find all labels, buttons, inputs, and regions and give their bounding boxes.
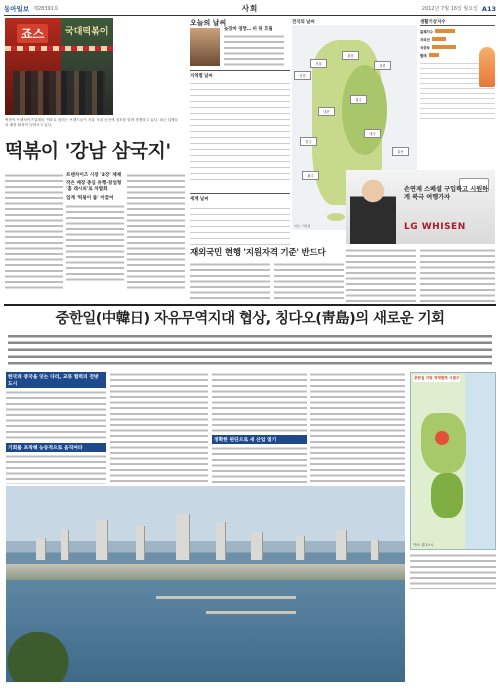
page-number: A13 [481, 4, 496, 13]
city-label: 대구 [364, 129, 381, 138]
lead-headline: 떡볶이 '강남 삼국지' [5, 140, 171, 162]
qingdao-bay-photo [6, 486, 405, 682]
feature-column-4 [310, 372, 405, 482]
right-column-1 [346, 248, 416, 302]
living-weather-sidebar [420, 19, 495, 167]
index-item: 식중독 [420, 44, 495, 50]
economic-zone-map [410, 372, 496, 550]
world-weather-label: 세계 날씨 [190, 197, 209, 202]
pilot-zone-marker [435, 431, 449, 445]
weather-title: 오늘의 날씨 [190, 19, 227, 27]
thermometer-icon [479, 47, 495, 87]
weather-map-source: 자료: 기상청 [294, 224, 311, 228]
city-label: 울산 [392, 147, 409, 156]
lead-column-3 [127, 173, 185, 291]
lead-column-1 [5, 173, 63, 291]
weather-headline: 늦장마 영향… 비 뒤 흐림 [224, 27, 273, 32]
issue-number: 제28391호 [33, 6, 59, 12]
shop-sign-2: 국대떡볶이 [65, 27, 109, 37]
ad-model-image [350, 176, 396, 244]
section-divider [4, 304, 496, 306]
city-label: 광주 [302, 171, 319, 180]
right-column-2 [420, 248, 495, 302]
city-label: 서울 [310, 59, 327, 68]
newspaper-logo: 동아일보 [4, 5, 30, 13]
feature-column-1b [6, 443, 106, 483]
feature-section-head-1: 한국과 중국을 잇는 다리, 교류 협력의 전방 도시 [6, 372, 106, 388]
regional-weather-label: 지역별 날씨 [190, 74, 213, 79]
lead-subhead-1: 프랜차이즈 시장 '3강' 체제 [66, 173, 122, 178]
feature-lead [8, 333, 492, 367]
feature-section-head-2: 기회를 포착해 능동적으로 움직여라 [6, 443, 106, 452]
city-label: 인천 [294, 71, 311, 80]
map-source: 자료: 칭다오시 [413, 543, 434, 547]
index-item: 빨래 [420, 52, 495, 58]
advertisement[interactable] [346, 170, 495, 244]
city-label: 청주 [350, 95, 367, 104]
feature-column-1 [6, 372, 106, 442]
publication-date: 2012년 7월 16일 월요일 [421, 6, 478, 12]
weather-body [224, 34, 284, 66]
masthead [4, 3, 496, 14]
map-legend: 중한일 지방 경제협력 시범구 [414, 376, 460, 380]
section-title: 사회 [241, 4, 259, 13]
index-item: 자외선 [420, 36, 495, 42]
city-label: 전주 [300, 137, 317, 146]
photo-caption: 떡볶이 프랜차이즈업계의 '빅3'로 꼽히는 브랜드들이 서울 시내 곳곳에 점포를 열며 경쟁하고 있다. 최근 업체들의 매장 확장이 잇따르고 있다. [5, 118, 179, 127]
lead-subhead-2: 작은 매장 중심 유행·창업형 '홈 레시피'로 차별화 [66, 181, 122, 193]
index-item: 불쾌지수 [420, 28, 495, 34]
ad-brand-logo: LG WHISEN [404, 222, 466, 232]
lead-subhead-3: 업계 '떡볶이 붐' 이끌어 [66, 195, 114, 201]
world-weather-table [190, 193, 290, 239]
regional-weather-table [190, 70, 290, 190]
city-label: 대전 [318, 107, 335, 116]
sidebar-title: 생활기상지수 [420, 19, 495, 26]
second-column-2 [274, 262, 344, 302]
storefront-photo [5, 18, 113, 115]
weather-column-photo [190, 28, 220, 66]
feature-headline: 중한일(中韓日) 자유무역지대 협상, 칭다오(靑島)의 새로운 기회 [55, 311, 445, 327]
feature-section-head-3: 정확한 판단으로 새 산업 열기 [212, 435, 307, 444]
masthead-rule [4, 15, 496, 16]
feature-column-3 [212, 372, 307, 482]
feature-column-2 [110, 372, 208, 482]
city-label: 강릉 [374, 61, 391, 70]
lead-column-2 [66, 173, 124, 291]
feature-column-5 [410, 553, 496, 593]
second-headline: 재외국민 현행 '지원자격 기준' 반드다 [190, 248, 326, 258]
weather-map-title: 전국의 날씨 [292, 20, 315, 25]
shop-sign-1: 죠스 [17, 24, 48, 43]
city-label: 춘천 [342, 51, 359, 60]
ad-copy: 손연재 스페셜 구입하고 시원하게 북극 여행가자 [404, 186, 489, 201]
second-column-1 [190, 262, 270, 302]
